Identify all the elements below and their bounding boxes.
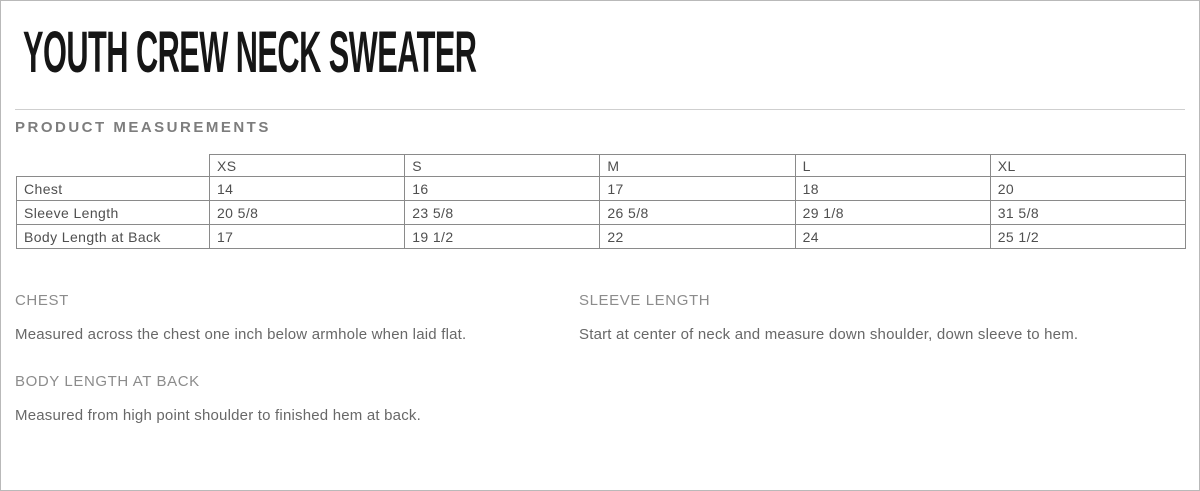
- definition-sleeve-length-text: Start at center of neck and measure down shoulder, down sleeve to hem.: [579, 326, 1079, 343]
- size-header-row: [17, 155, 1186, 177]
- size-header-s: S: [405, 155, 600, 177]
- measurements-table: [16, 154, 1186, 249]
- definition-sleeve-length-title: SLEEVE LENGTH: [579, 292, 711, 309]
- page-title: YOUTH CREW NECK SWEATER: [23, 20, 477, 85]
- value-cell: 18: [795, 177, 990, 201]
- definition-chest-title: CHEST: [15, 292, 69, 309]
- definition-body-length: [15, 373, 579, 430]
- value-cell: 29 1/8: [795, 201, 990, 225]
- value-cell: 26 5/8: [600, 201, 795, 225]
- table-row-chest: [17, 177, 1186, 201]
- value-cell: 17: [600, 177, 795, 201]
- definition-body-length-title: BODY LENGTH AT BACK: [15, 373, 200, 390]
- value-cell: 17: [210, 225, 405, 249]
- size-header-l: L: [795, 155, 990, 177]
- size-header-m: M: [600, 155, 795, 177]
- measurement-definitions: [15, 292, 1185, 430]
- value-cell: 22: [600, 225, 795, 249]
- product-measurements-heading: PRODUCT MEASUREMENTS: [15, 119, 271, 136]
- size-header-xs: XS: [210, 155, 405, 177]
- definition-chest-text: Measured across the chest one inch below armhole when laid flat.: [15, 326, 467, 343]
- value-cell: 23 5/8: [405, 201, 600, 225]
- value-cell: 19 1/2: [405, 225, 600, 249]
- row-label-cell: Body Length at Back: [17, 225, 210, 249]
- value-cell: 20 5/8: [210, 201, 405, 225]
- value-cell: 16: [405, 177, 600, 201]
- size-header-xl: XL: [990, 155, 1185, 177]
- row-label-cell: Chest: [17, 177, 210, 201]
- value-cell: 25 1/2: [990, 225, 1185, 249]
- corner-cell: [17, 155, 210, 177]
- value-cell: 31 5/8: [990, 201, 1185, 225]
- table-row-sleeve-length: [17, 201, 1186, 225]
- section-divider: [15, 109, 1185, 110]
- value-cell: 20: [990, 177, 1185, 201]
- definition-sleeve-length: [579, 292, 1185, 349]
- row-label-cell: Sleeve Length: [17, 201, 210, 225]
- definition-chest: [15, 292, 579, 349]
- definition-body-length-text: Measured from high point shoulder to finished hem at back.: [15, 407, 421, 424]
- value-cell: 24: [795, 225, 990, 249]
- value-cell: 14: [210, 177, 405, 201]
- table-row-body-length: [17, 225, 1186, 249]
